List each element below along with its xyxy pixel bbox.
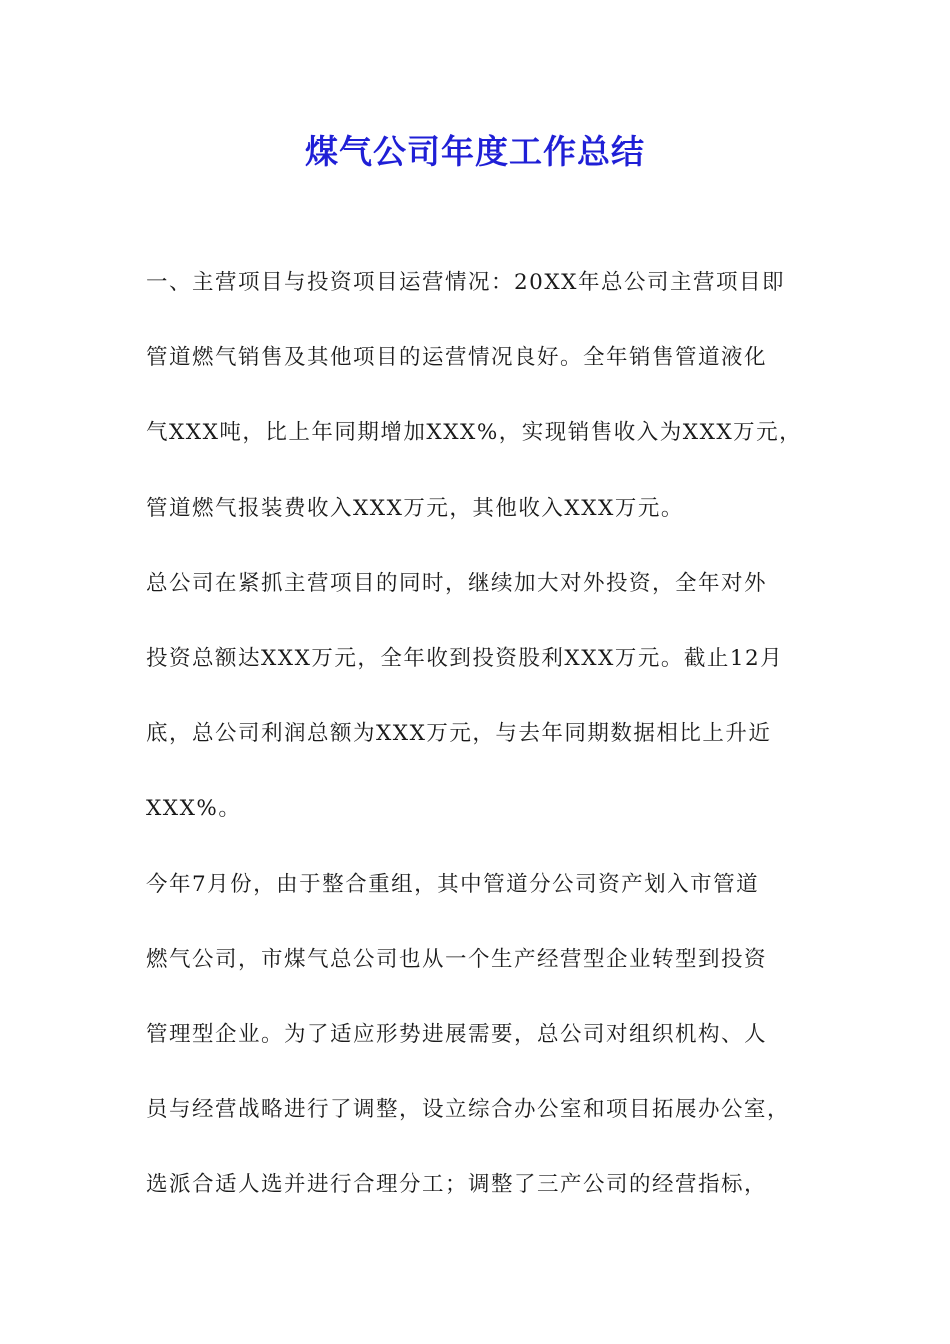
body-line: 总公司在紧抓主营项目的同时，继续加大对外投资，全年对外 [146,570,768,596]
body-line: 投资总额达XXX万元，全年收到投资股利XXX万元。截止12月 [146,645,784,671]
body-line: 管理型企业。为了适应形势进展需要，总公司对组织机构、人 [146,1021,768,1047]
document-body [146,262,806,1239]
body-line: 底，总公司利润总额为XXX万元，与去年同期数据相比上升近 [146,721,772,747]
body-line: 选派合适人选并进行合理分工；调整了三产公司的经营指标， [146,1172,768,1198]
body-line: 员与经营战略进行了调整，设立综合办公室和项目拓展办公室， [146,1097,791,1123]
body-line: XXX%。 [146,796,242,822]
document-title: 煤气公司年度工作总结 [305,132,645,171]
body-line: 一、主营项目与投资项目运营情况：20XX年总公司主营项目即 [146,270,785,295]
body-line: 今年7月份，由于整合重组，其中管道分公司资产划入市管道 [146,871,760,897]
body-line: 管道燃气报装费收入XXX万元，其他收入XXX万元。 [146,495,684,521]
body-line: 气XXX吨，比上年同期增加XXX%，实现销售收入为XXX万元， [146,420,803,446]
body-line: 燃气公司，市煤气总公司也从一个生产经营型企业转型到投资 [146,946,768,972]
body-line: 管道燃气销售及其他项目的运营情况良好。全年销售管道液化 [146,345,768,371]
